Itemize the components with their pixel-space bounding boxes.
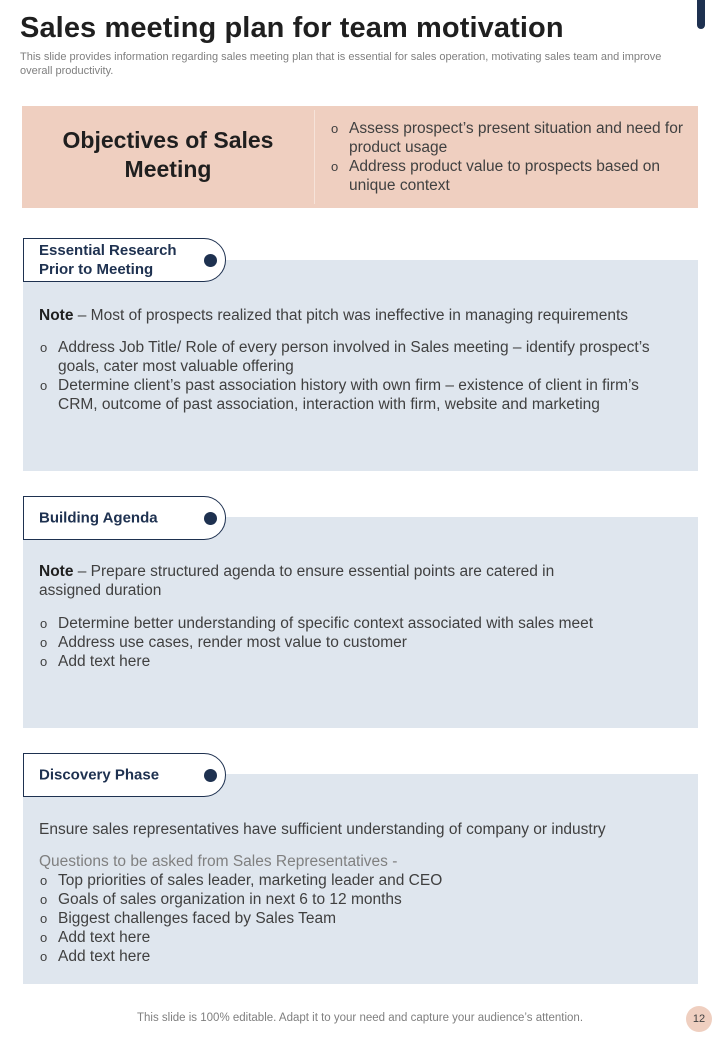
discovery-item: o Add text here bbox=[39, 947, 679, 966]
agenda-section-box bbox=[23, 517, 698, 728]
discovery-section-box bbox=[23, 774, 698, 984]
agenda-list bbox=[39, 614, 679, 671]
page-subtitle: This slide provides information regarding sales meeting plan that is essential for sales operation, motivating sales team and improve overall productivity. bbox=[20, 51, 662, 77]
objectives-list bbox=[330, 119, 690, 195]
agenda-item: o Address use cases, render most value to customer bbox=[39, 633, 679, 652]
research-section-label bbox=[23, 238, 226, 282]
objectives-item: o Assess prospect’s present situation and need for product usage bbox=[330, 119, 690, 157]
discovery-item: o Top priorities of sales leader, marketing leader and CEO bbox=[39, 871, 679, 890]
discovery-item: o Biggest challenges faced by Sales Team bbox=[39, 909, 679, 928]
objectives-divider bbox=[314, 110, 315, 204]
research-note bbox=[39, 306, 679, 325]
discovery-questions-heading: Questions to be asked from Sales Representatives - bbox=[39, 853, 398, 870]
discovery-section-label bbox=[23, 753, 226, 797]
agenda-note-text: – Prepare structured agenda to ensure essential points are catered in assigned duration bbox=[39, 563, 555, 599]
agenda-section-label bbox=[23, 496, 226, 540]
research-item: o Address Job Title/ Role of every person involved in Sales meeting – identify prospect’s goals, cater most valuable offering bbox=[39, 338, 675, 376]
agenda-item: o Add text here bbox=[39, 652, 679, 671]
page-number-badge: 12 bbox=[686, 1006, 712, 1032]
discovery-intro: Ensure sales representatives have sufficient understanding of company or industry bbox=[39, 821, 606, 838]
corner-accent-bar bbox=[697, 0, 705, 29]
research-section-box bbox=[23, 260, 698, 471]
agenda-note-label: Note bbox=[39, 563, 74, 580]
page-title: Sales meeting plan for team motivation bbox=[20, 12, 564, 44]
agenda-note bbox=[39, 562, 599, 600]
research-item: o Determine client’s past association history with own firm – existence of client in firm’s CRM, outcome of past association, interaction with firm, website and marketing bbox=[39, 376, 675, 414]
discovery-item: o Add text here bbox=[39, 928, 679, 947]
agenda-item: o Determine better understanding of specific context associated with sales meet bbox=[39, 614, 679, 633]
research-dot-icon bbox=[204, 254, 217, 267]
research-note-text: – Most of prospects realized that pitch was ineffective in managing requirements bbox=[73, 307, 629, 324]
research-list bbox=[39, 338, 675, 414]
discovery-dot-icon bbox=[204, 769, 217, 782]
objectives-item: o Address product value to prospects based on unique context bbox=[330, 157, 690, 195]
agenda-label-text: Building Agenda bbox=[39, 509, 158, 527]
research-note-label: Note bbox=[39, 307, 74, 324]
discovery-item: o Goals of sales organization in next 6 to 12 months bbox=[39, 890, 679, 909]
research-label-text: Essential Research Prior to Meeting bbox=[39, 242, 177, 278]
objectives-title: Objectives of Sales Meeting bbox=[62, 127, 274, 182]
discovery-label-text: Discovery Phase bbox=[39, 766, 160, 784]
objectives-panel bbox=[22, 106, 698, 208]
footer-text: This slide is 100% editable. Adapt it to your need and capture your audience’s attention. bbox=[136, 1012, 584, 1024]
discovery-list bbox=[39, 871, 679, 966]
agenda-dot-icon bbox=[204, 512, 217, 525]
